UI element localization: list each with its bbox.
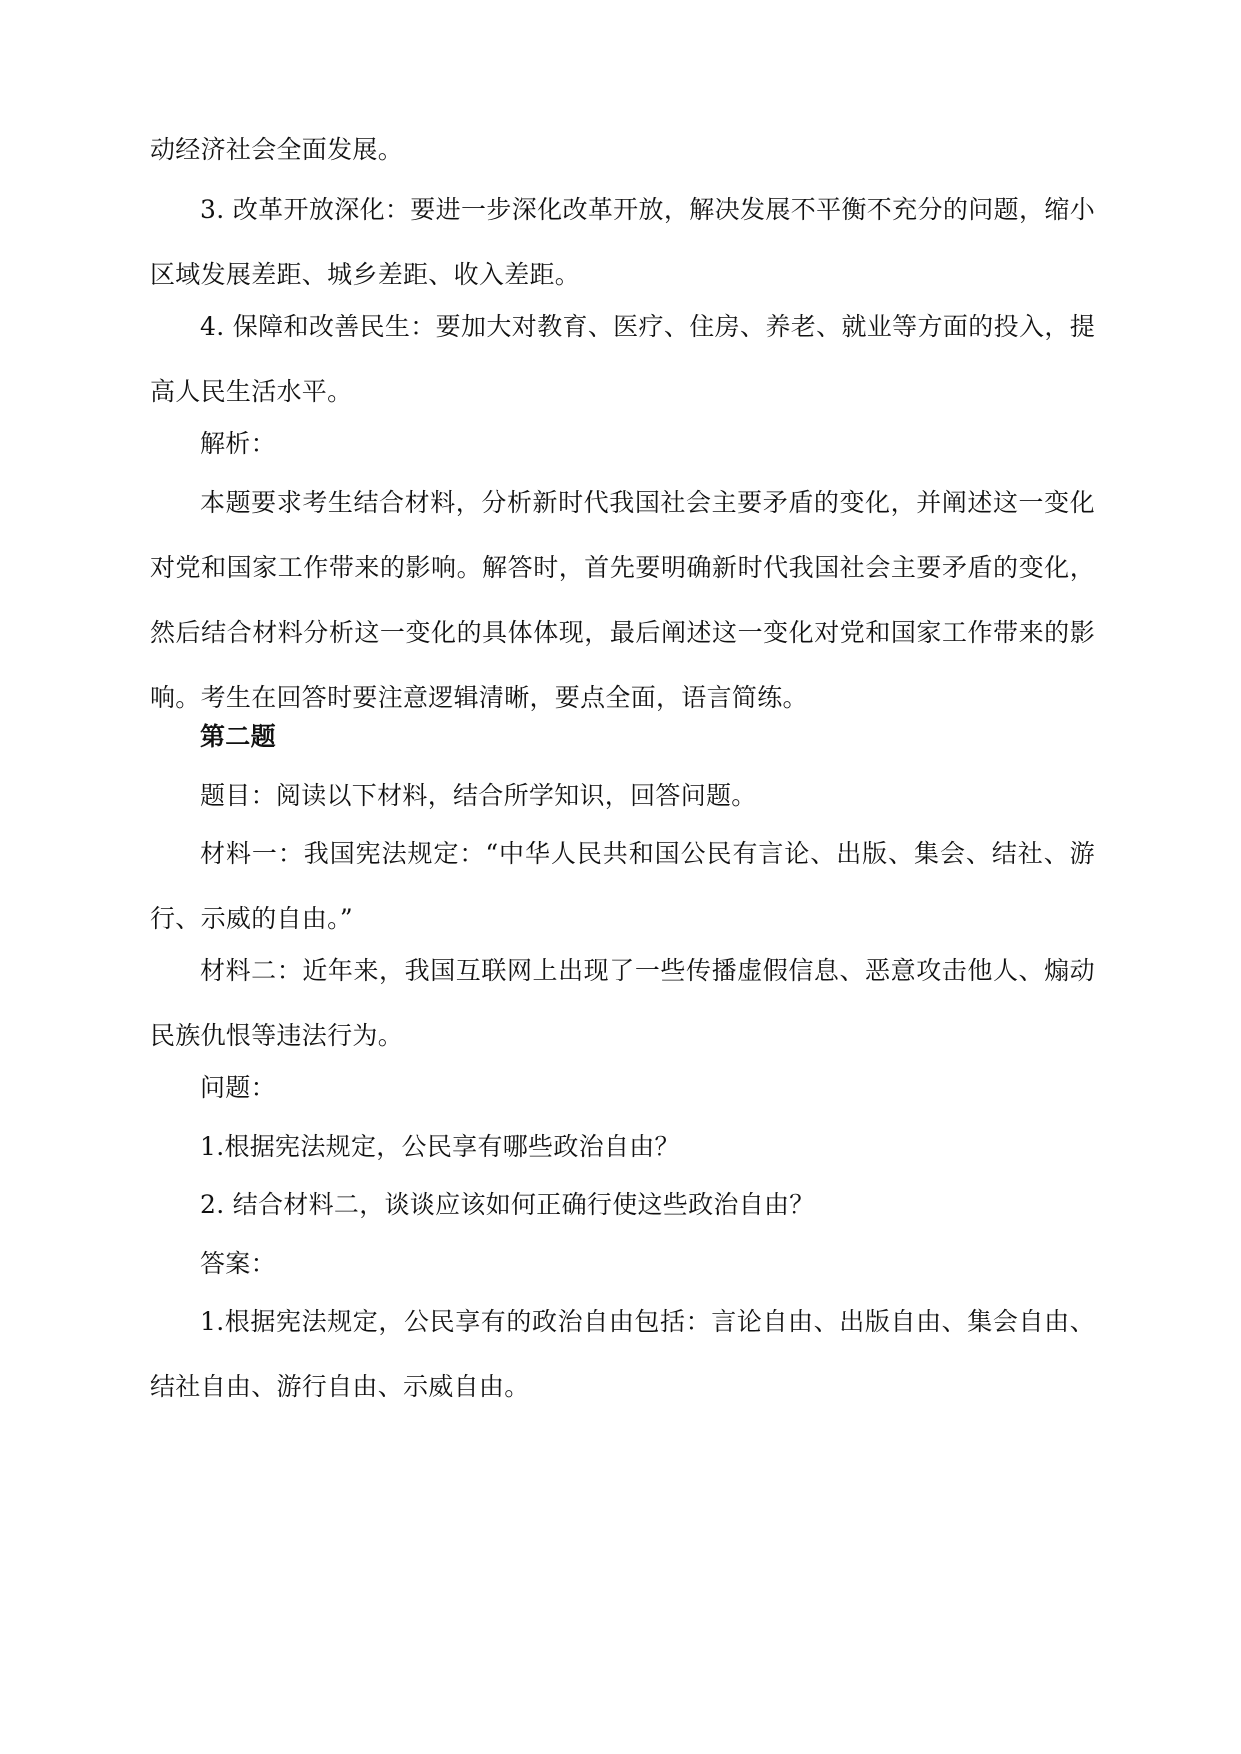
- question-item-2: 2. 结合材料二，谈谈应该如何正确行使这些政治自由？: [200, 1190, 815, 1219]
- question-prompt: 题目：阅读以下材料，结合所学知识，回答问题。: [200, 781, 757, 810]
- answer-point-3: 3. 改革开放深化：要进一步深化改革开放，解决发展不平衡不充分的问题，缩小区域发展差距、城乡差距、收入差距。: [150, 195, 1095, 289]
- question-item-1: 1.根据宪法规定，公民享有哪些政治自由？: [200, 1132, 680, 1161]
- paragraph-continuation: 动经济社会全面发展。: [150, 135, 404, 164]
- material-1: 材料一：我国宪法规定：“中华人民共和国公民有言论、出版、集会、结社、游行、示威的自由。”: [150, 839, 1095, 933]
- analysis-text: 本题要求考生结合材料，分析新时代我国社会主要矛盾的变化，并阐述这一变化对党和国家工作带来的影响。解答时，首先要明确新时代我国社会主要矛盾的变化，然后结合材料分析这一变化的具体体现，最后阐述这一变化对党和国家工作带来的影响。考生在回答时要注意逻辑清晰，要点全面，语言简练。: [150, 488, 1095, 712]
- questions-heading: 问题：: [200, 1073, 276, 1102]
- material-2: 材料二：近年来，我国互联网上出现了一些传播虚假信息、恶意攻击他人、煽动民族仇恨等违法行为。: [150, 956, 1095, 1050]
- question-2-heading: 第二题: [200, 722, 276, 751]
- answer-point-4: 4. 保障和改善民生：要加大对教育、医疗、住房、养老、就业等方面的投入，提高人民生活水平。: [150, 312, 1095, 406]
- answer-heading: 答案：: [200, 1249, 276, 1278]
- analysis-heading: 解析：: [200, 429, 276, 458]
- answer-item-1: 1.根据宪法规定，公民享有的政治自由包括：言论自由、出版自由、集会自由、结社自由、游行自由、示威自由。: [150, 1307, 1095, 1401]
